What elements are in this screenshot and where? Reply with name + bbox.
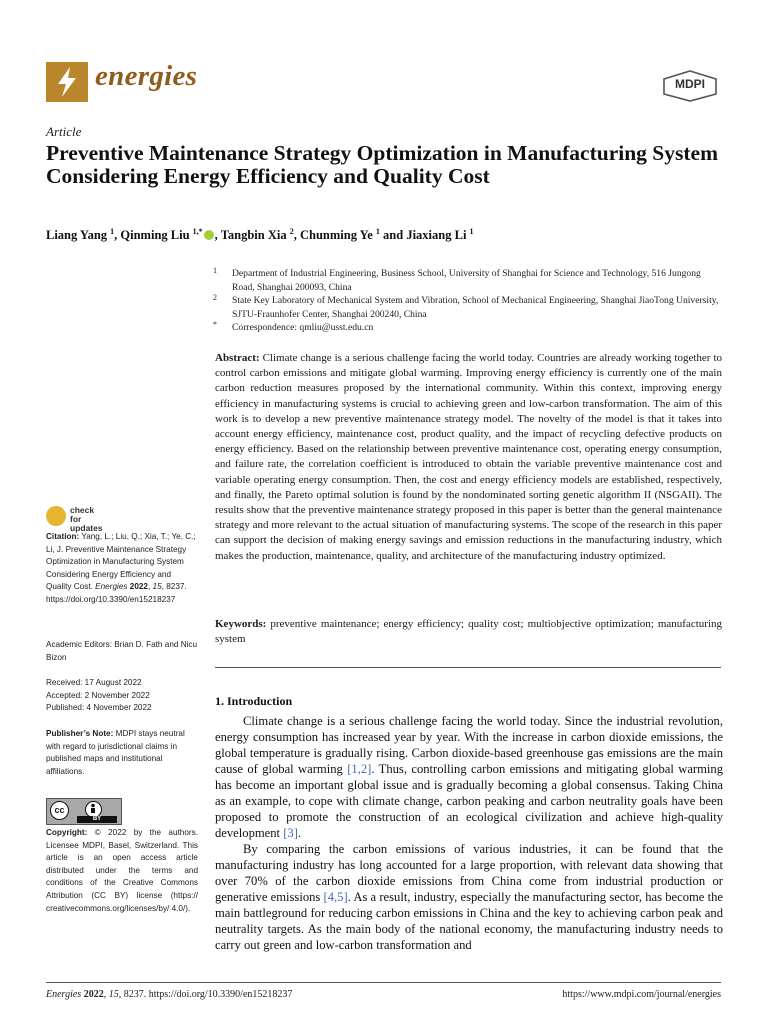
check-updates-icon — [46, 506, 66, 526]
citation-label: Citation: — [46, 532, 80, 541]
author-list: Liang Yang $^1$, Qinming Liu $^{1,*}$ , Tangbin Xia $^2$, Chunming Ye $^1$ and Jiaxiang Li $^1$ — [46, 227, 474, 243]
keywords — [215, 617, 722, 647]
citation-text: Yang, L.; Liu, Q.; Xia, T.; Ye, C.; Li, J. Preventive Maintenance Strategy Optimization in Manufacturing System Considering Energy Efficiency and Quality Cost. — [46, 532, 196, 592]
footer-divider — [46, 982, 721, 983]
introduction-body — [215, 713, 723, 953]
journal-name: energies — [95, 60, 198, 92]
footer-journal-url[interactable]: https://www.mdpi.com/journal/energies — [562, 989, 721, 1000]
correspondence-text: Correspondence: qmliu@usst.edu.cn — [232, 322, 374, 333]
cc-by-license-badge[interactable] — [46, 798, 122, 825]
citation-link[interactable]: [4,5] — [323, 890, 348, 904]
footer-year: 2022 — [83, 989, 104, 1000]
affiliation-text: Department of Industrial Engineering, Business School, University of Shanghai for Science and Technology, 516 Jungong Road, Shanghai 200093, China — [232, 268, 701, 293]
academic-editors: Academic Editors: Brian D. Fath and Nicu Bizon — [46, 640, 198, 662]
paragraph-text: Climate change is a serious challenge facing the world today. Since the industrial revolution, energy consumption has increased year by year. With the increase in carbon dioxide emissions, the global temperature is gradually rising. Carbon dioxide-based greenhouse gas emissions are the main cause of global warming — [215, 714, 723, 776]
keywords-text: preventive maintenance; energy efficiency; quality cost; multiobjective optimization; manufacturing system — [215, 618, 723, 646]
paragraph-text: . Thus, controlling carbon emissions and mitigating global warming has become an important global issue and is gradually becoming a global consensus. Taking China as an example, to cope with climate change, carbon peaking and carbon neutrality goals have been proposed to promote the construction of an ecological civilization and achieve high-quality development — [215, 762, 723, 840]
section-divider — [215, 667, 721, 668]
check-updates-line: updates — [70, 523, 103, 533]
citation-block: Citation: Yang, L.; Liu, Q.; Xia, T.; Ye, C.; Li, J. Preventive Maintenance Strategy Optimization in Manufacturing System Considering Energy Efficiency and Quality Cost. Energies 2022, 15, 8237. https://doi.org/10.3390/en15218237 — [46, 532, 196, 604]
citation-journal: Energies — [95, 582, 128, 592]
citation-year: 2022 — [129, 582, 148, 592]
author-name: Liang Yang — [46, 228, 108, 243]
article-title: Preventive Maintenance Strategy Optimization in Manufacturing System Considering Energy Efficiency and Quality Cost — [46, 141, 718, 188]
copyright-text: © 2022 by the authors. Licensee MDPI, Basel, Switzerland. This article is an open access article distributed under the terms and conditions of the Creative Commons Attribution (CC BY) license (https:// creativecommons.org/licenses/by/ 4.0/). — [46, 828, 198, 913]
affiliation-text: State Key Laboratory of Mechanical System and Vibration, School of Mechanical Engineering, Shanghai JiaoTong University, SJTU-Fraunhofer Center, Shanghai 200240, China — [232, 295, 719, 320]
footer-volume: 15 — [108, 989, 119, 1000]
author-affil-mark: 1 — [469, 227, 474, 236]
copyright-block — [46, 827, 198, 915]
author-affil-mark: 1,* — [192, 227, 203, 236]
copyright-label: Copyright: — [46, 828, 88, 837]
publication-dates — [46, 677, 198, 715]
author-affil-mark: 1 — [375, 227, 380, 236]
citation-doi[interactable]: , 8237. https://doi.org/10.3390/en15218237 — [46, 582, 187, 604]
paragraph — [215, 841, 723, 953]
author-name: Chunming Ye — [299, 228, 373, 243]
author-affil-mark: 1 — [110, 227, 115, 236]
article-type: Article — [46, 124, 82, 139]
affiliations — [213, 267, 723, 335]
received-date: Received: 17 August 2022 — [46, 678, 142, 687]
publisher-name: MDPI — [675, 77, 705, 91]
author-name: Tangbin Xia — [220, 228, 287, 243]
paragraph-text: . As a result, industry, especially the manufacturing sector, has become the main battleground for reducing carbon emissions in China and the key to achieving carbon peak and neutrality targets. As the main body of the national economy, the manufacturing industry needs to carry out green and low-carbon transformation and — [215, 890, 723, 952]
publisher-note-label: Publisher’s Note: — [46, 729, 114, 738]
footer-doi[interactable]: , 8237. https://doi.org/10.3390/en15218237 — [118, 989, 293, 1000]
footer-citation: Energies 2022, 15, 8237. https://doi.org/10.3390/en15218237 — [46, 989, 293, 1000]
affiliation-mark: 2 — [213, 293, 217, 302]
paragraph — [215, 713, 723, 841]
abstract-text: Climate change is a serious challenge facing the world today. Countries are already working together to control carbon emissions and mitigate global warming. Improving energy efficiency is currently one of the main carbon reduction measures proposed by the international community. Within this context, improving energy efficiency in manufacturing systems is crucial to achieving green and low-carbon transformation. The aim of this work is to develop a new preventive maintenance strategy model. The novelty of the model is that it takes into account energy efficiency, maintenance cost, product quality, and the impact of recycling defective products on energy efficiency. Based on the relationship between preventive maintenance cost, operating energy consumption, and failure rate, the correlation coefficient is introduced to obtain the variable preventive maintenance cost and variable operating energy consumption. Then, the cost and energy efficiency models are established, respectively, and finally, the Pareto optimal solution is found by the nondominated sorting genetic algorithm II (NSGAII). The results show that the preventive maintenance strategy proposed in this paper is better than the general maintenance strategy and more relevant to the actual situation of manufacturing systems. The scope of the research in this paper can support the decision of making energy savings and emission reductions in the manufacturing industry, which makes the production, maintenance, quality, and architecture of the manufacturing industry optimized. — [215, 352, 722, 562]
publisher-note — [46, 728, 198, 778]
publisher-logo — [662, 70, 718, 102]
citation-link[interactable]: [3] — [283, 826, 298, 840]
cc-icon: cc — [50, 801, 69, 820]
paragraph-text: By comparing the carbon emissions of various industries, it can be found that the manufacturing industry has long accounted for a large proportion, with relevant data showing that over 70% of the carbon dioxide emissions from China come from industrial production or generative emissions — [215, 842, 723, 904]
author-name: Jiaxiang Li — [406, 228, 467, 243]
journal-logo — [46, 62, 88, 102]
attribution-figure-icon — [86, 802, 100, 816]
publisher-note-text: MDPI stays neutral with regard to jurisdictional claims in published maps and institutional affiliations. — [46, 729, 185, 776]
affiliation-mark: * — [213, 320, 217, 329]
citation-volume: 15 — [152, 582, 162, 592]
footer-journal: Energies — [46, 989, 82, 1000]
check-updates-line: check for — [70, 505, 95, 524]
orcid-icon[interactable] — [204, 230, 214, 240]
author-name: Qinming Liu — [120, 228, 190, 243]
published-date: Published: 4 November 2022 — [46, 703, 152, 713]
by-label: BY — [77, 816, 117, 823]
author-affil-mark: 2 — [289, 227, 294, 236]
affiliation — [213, 294, 723, 321]
keywords-label: Keywords: — [215, 618, 267, 630]
citation-link[interactable]: [1,2] — [347, 762, 372, 776]
section-heading: 1. Introduction — [215, 694, 293, 708]
accepted-date: Accepted: 2 November 2022 — [46, 690, 150, 700]
check-updates-label — [70, 506, 103, 533]
affiliation-mark: 1 — [213, 266, 217, 275]
abstract — [215, 351, 722, 564]
affiliation — [213, 267, 723, 294]
lightning-icon — [46, 62, 88, 102]
correspondence — [213, 321, 723, 335]
paragraph-text: . — [297, 826, 302, 840]
abstract-label: Abstract: — [215, 352, 260, 364]
